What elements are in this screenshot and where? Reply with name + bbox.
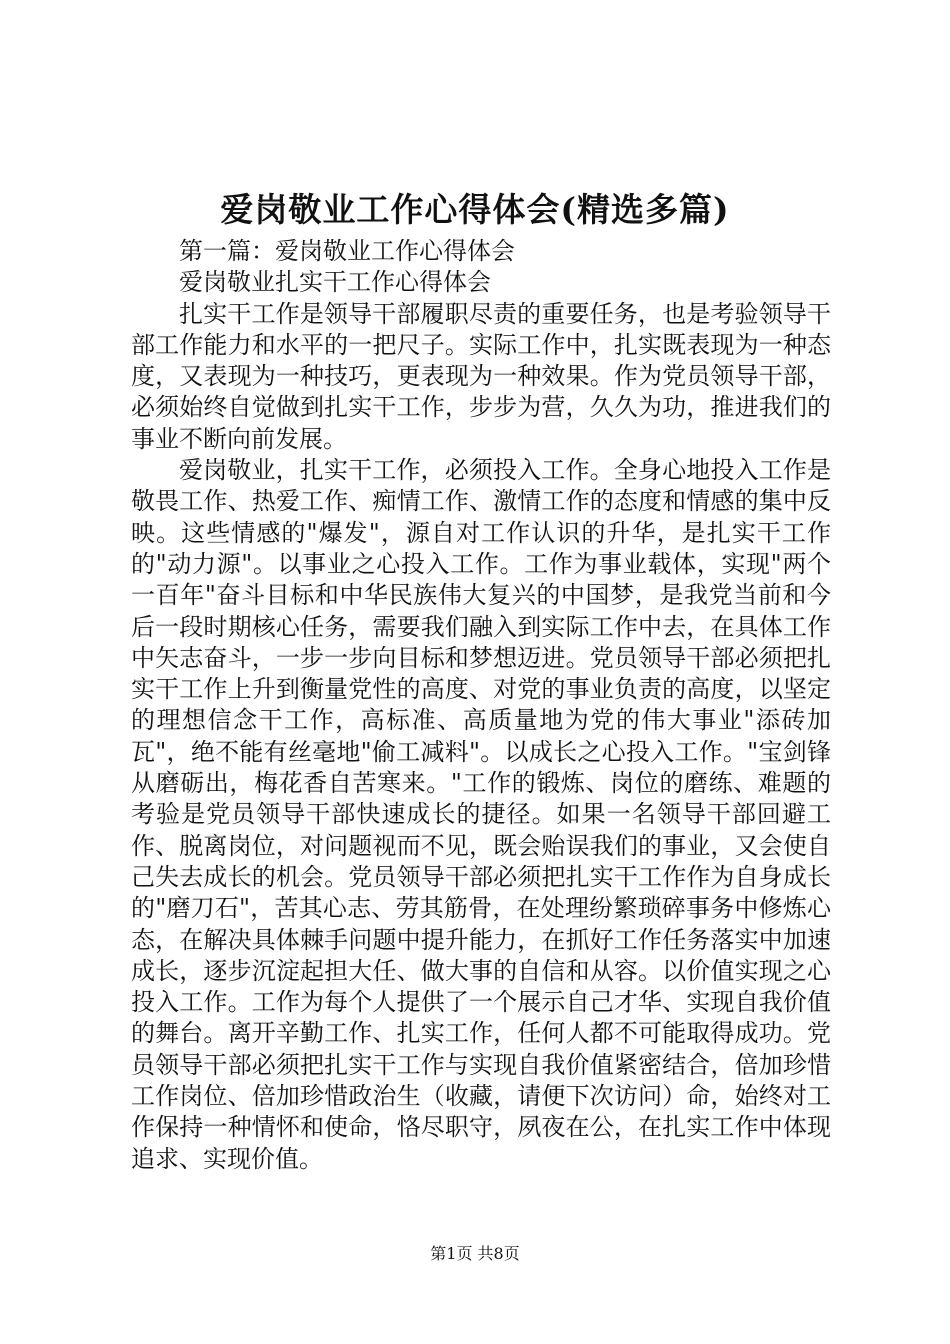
- document-body: [131, 236, 831, 1175]
- document-title: 爱岗敬业工作心得体会(精选多篇): [220, 190, 730, 229]
- paragraph-1: 扎实干工作是领导干部履职尽责的重要任务，也是考验领导干部工作能力和水平的一把尺子。实际工作中，扎实既表现为一种态度，又表现为一种技巧，更表现为一种效果。作为党员领导干部，必须始终自觉做到扎实干工作，步步为营，久久为功，推进我们的事业不断向前发展。: [131, 299, 831, 453]
- section-heading: 第一篇：爱岗敬业工作心得体会: [179, 237, 515, 265]
- paragraph-2: 爱岗敬业，扎实干工作，必须投入工作。全身心地投入工作是敬畏工作、热爱工作、痴情工作、激情工作的态度和情感的集中反映。这些情感的"爆发"，源自对工作认识的升华，是扎实干工作的"动力源"。以事业之心投入工作。工作为事业载体，实现"两个一百年"奋斗目标和中华民族伟大复兴的中国梦，是我党当前和今后一段时期核心任务，需要我们融入到实际工作中去，在具体工作中矢志奋斗，一步一步向目标和梦想迈进。党员领导干部必须把扎实干工作上升到衡量党性的高度、对党的事业负责的高度，以坚定的理想信念干工作，高标准、高质量地为党的伟大事业"添砖加瓦"，绝不能有丝毫地"偷工减料"。以成长之心投入工作。"宝剑锋从磨砺出，梅花香自苦寒来。"工作的锻炼、岗位的磨练、难题的考验是党员领导干部快速成长的捷径。如果一名领导干部回避工作、脱离岗位，对问题视而不见，既会贻误我们的事业，又会使自己失去成长的机会。党员领导干部必须把扎实干工作作为自身成长的"磨刀石"，苦其心志、劳其筋骨，在处理纷繁琐碎事务中修炼心态，在解决具体棘手问题中提升能力，在抓好工作任务落实中加速成长，逐步沉淀起担大任、做大事的自信和从容。以价值实现之心投入工作。工作为每个人提供了一个展示自己才华、实现自我价值的舞台。离开辛勤工作、扎实工作，任何人都不可能取得成功。党员领导干部必须把扎实干工作与实现自我价值紧密结合，倍加珍惜工作岗位、倍加珍惜政治生（收藏，请便下次访问）命，始终对工作保持一种情怀和使命，恪尽职守，夙夜在公，在扎实工作中体现追求、实现价值。: [131, 456, 831, 1173]
- page-indicator: 第1页 共8页: [430, 1244, 520, 1263]
- article-title: 爱岗敬业扎实干工作心得体会: [179, 268, 491, 297]
